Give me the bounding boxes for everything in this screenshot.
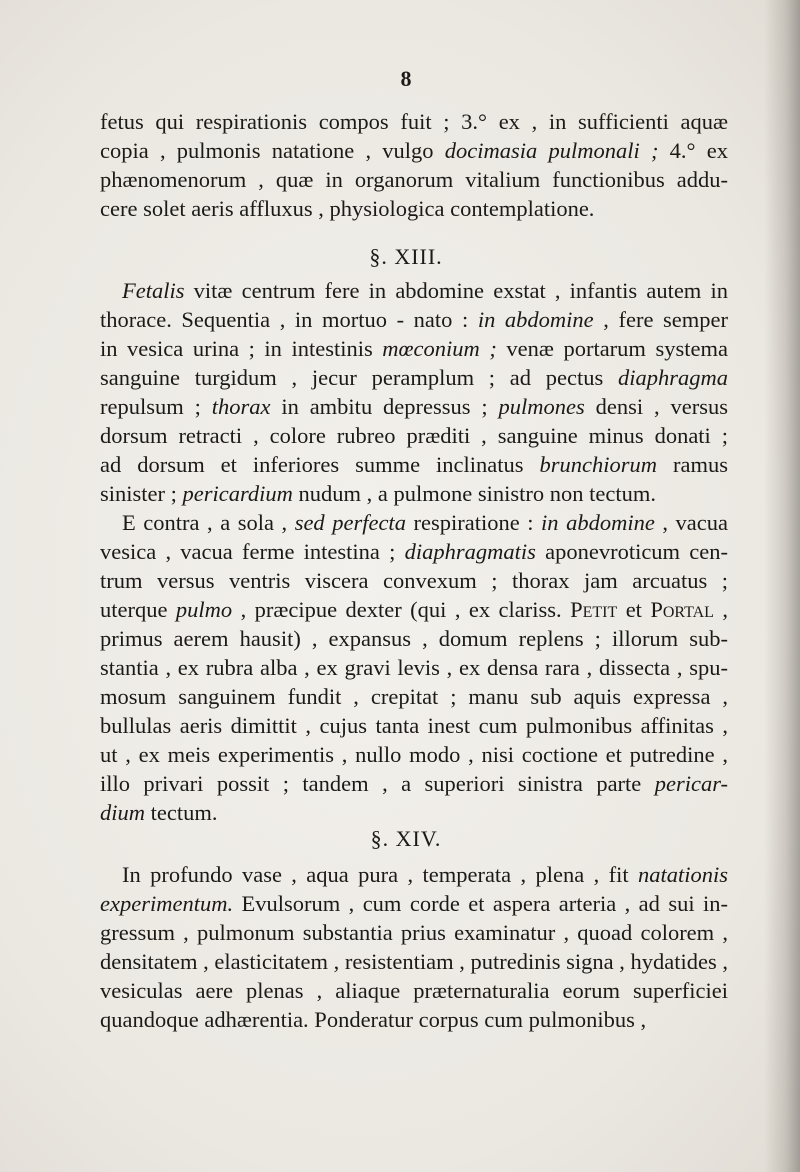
text-line xyxy=(100,976,728,1005)
text-run: mosum sanguinem fundit , crepitat ; manu sub aquis expressa , xyxy=(100,684,728,709)
text-line xyxy=(100,798,728,827)
italic-run: brunchiorum xyxy=(539,452,658,477)
smallcaps-run: Petit xyxy=(570,597,618,622)
italic-run: pulmo xyxy=(175,597,233,622)
text-run: E contra , a sola , xyxy=(122,510,295,535)
text-run: in vesica urina ; in intestinis xyxy=(100,336,383,361)
text-line xyxy=(100,624,728,653)
italic-run: dium xyxy=(100,800,145,825)
text-run: ad dorsum et inferiores summe inclinatus xyxy=(100,452,540,477)
text-run: ramus xyxy=(657,452,728,477)
page-gutter-shadow xyxy=(764,0,800,1172)
text-run: ut , ex meis experimentis , nullo modo , nisi coctione et putredine , xyxy=(100,742,728,767)
text-line xyxy=(100,860,728,889)
text-line xyxy=(100,450,728,479)
text-line xyxy=(100,595,728,624)
text-line xyxy=(100,682,728,711)
text-run: , præcipue dexter (qui , ex clariss. xyxy=(232,597,571,622)
text-line xyxy=(100,918,728,947)
text-run: copia , pulmonis natatione , vulgo xyxy=(100,138,445,163)
text-line xyxy=(100,508,728,537)
text-run: Evulsorum , cum corde et aspera arteria , ad sui in- xyxy=(233,891,728,916)
text-line xyxy=(100,136,728,165)
text-run: illo privari possit ; tandem , a superiori sinistra parte xyxy=(100,771,655,796)
text-run: 4.° ex xyxy=(658,138,728,163)
text-line xyxy=(100,947,728,976)
text-line xyxy=(100,392,728,421)
text-line xyxy=(100,653,728,682)
paragraph-intro xyxy=(100,107,728,223)
text-run: thorace. Sequentia , in mortuo - nato : xyxy=(100,307,478,332)
text-run: uterque xyxy=(100,597,176,622)
italic-run: mœconium ; xyxy=(382,336,497,361)
text-run: primus aerem hausit) , expansus , domum replens ; illorum sub- xyxy=(100,626,728,651)
text-run: in ambitu depressus ; xyxy=(270,394,499,419)
text-run: densi , versus xyxy=(584,394,728,419)
italic-run: diaphragma xyxy=(617,365,728,390)
text-line xyxy=(100,421,728,450)
text-run: venæ portarum systema xyxy=(496,336,728,361)
text-run: phænomenorum , quæ in organorum vitalium functionibus addu- xyxy=(100,167,728,192)
text-run: vesica , vacua ferme intestina ; xyxy=(100,539,405,564)
paragraph-natationis xyxy=(100,860,728,1034)
italic-run: natationis xyxy=(637,862,728,887)
text-line xyxy=(100,537,728,566)
italic-run: sed perfecta xyxy=(294,510,406,535)
text-run: vesiculas aere plenas , aliaque præternaturalia eorum superficiei xyxy=(100,978,728,1003)
text-run: repulsum ; xyxy=(100,394,212,419)
text-run: , xyxy=(713,597,729,622)
italic-run: in abdomine xyxy=(477,307,594,332)
text-run: stantia , ex rubra alba , ex gravi levis , ex densa rara , dissecta , spu- xyxy=(100,655,728,680)
italic-run: Fetalis xyxy=(122,278,185,303)
text-run: In profundo vase , aqua pura , temperata , plena , fit xyxy=(122,862,638,887)
italic-run: pulmones xyxy=(498,394,585,419)
smallcaps-run: Portal xyxy=(650,597,714,622)
text-line xyxy=(100,165,728,194)
text-run: , fere semper xyxy=(593,307,728,332)
text-run: tectum. xyxy=(145,800,218,825)
text-run: dorsum retracti , colore rubreo præditi , sanguine minus donati ; xyxy=(100,423,728,448)
text-run: cere solet aeris affluxus , physiologica contemplatione. xyxy=(100,196,595,221)
italic-run: thorax xyxy=(211,394,271,419)
italic-run: pericardium xyxy=(182,481,293,506)
text-line xyxy=(100,769,728,798)
text-run: bullulas aeris dimittit , cujus tanta inest cum pulmonibus affinitas , xyxy=(100,713,728,738)
text-line xyxy=(100,305,728,334)
section-heading-xiii: §. XIII. xyxy=(369,244,443,269)
text-run: quandoque adhærentia. Ponderatur corpus cum pulmonibus , xyxy=(100,1007,647,1032)
text-run: fetus qui respirationis compos fuit ; 3.° ex , in sufficienti aquæ xyxy=(100,109,728,134)
text-run: sanguine turgidum , jecur peramplum ; ad pectus xyxy=(100,365,618,390)
text-run: et xyxy=(617,597,651,622)
text-line xyxy=(100,107,728,136)
text-line xyxy=(100,711,728,740)
text-line xyxy=(100,740,728,769)
text-run: respiratione : xyxy=(405,510,542,535)
italic-run: pericar- xyxy=(654,771,728,796)
text-run: sinister ; xyxy=(100,481,183,506)
text-line xyxy=(100,194,728,223)
paragraph-e-contra xyxy=(100,508,728,827)
text-line xyxy=(100,1005,728,1034)
text-run: gressum , pulmonum substantia prius examinatur , quoad colorem , xyxy=(100,920,728,945)
text-line xyxy=(100,566,728,595)
paragraph-fetalis xyxy=(100,276,728,508)
italic-run: experimentum. xyxy=(100,891,234,916)
text-run: , vacua xyxy=(654,510,728,535)
page-number: 8 xyxy=(400,66,412,91)
text-line xyxy=(100,363,728,392)
text-line xyxy=(100,276,728,305)
text-run: aponevroticum cen- xyxy=(535,539,728,564)
text-run: densitatem , elasticitatem , resistentiam , putredinis signa , hydatides , xyxy=(100,949,728,974)
text-run: vitæ centrum fere in abdomine exstat , infantis autem in xyxy=(184,278,728,303)
section-heading-xiv: §. XIV. xyxy=(370,826,442,851)
italic-run: diaphragmatis xyxy=(404,539,536,564)
text-line xyxy=(100,334,728,363)
italic-run: docimasia pulmonali ; xyxy=(444,138,659,163)
text-run: trum versus ventris viscera convexum ; thorax jam arcuatus ; xyxy=(100,568,728,593)
text-line xyxy=(100,479,728,508)
text-line xyxy=(100,889,728,918)
text-run: nudum , a pulmone sinistro non tectum. xyxy=(292,481,656,506)
italic-run: in abdomine xyxy=(541,510,655,535)
